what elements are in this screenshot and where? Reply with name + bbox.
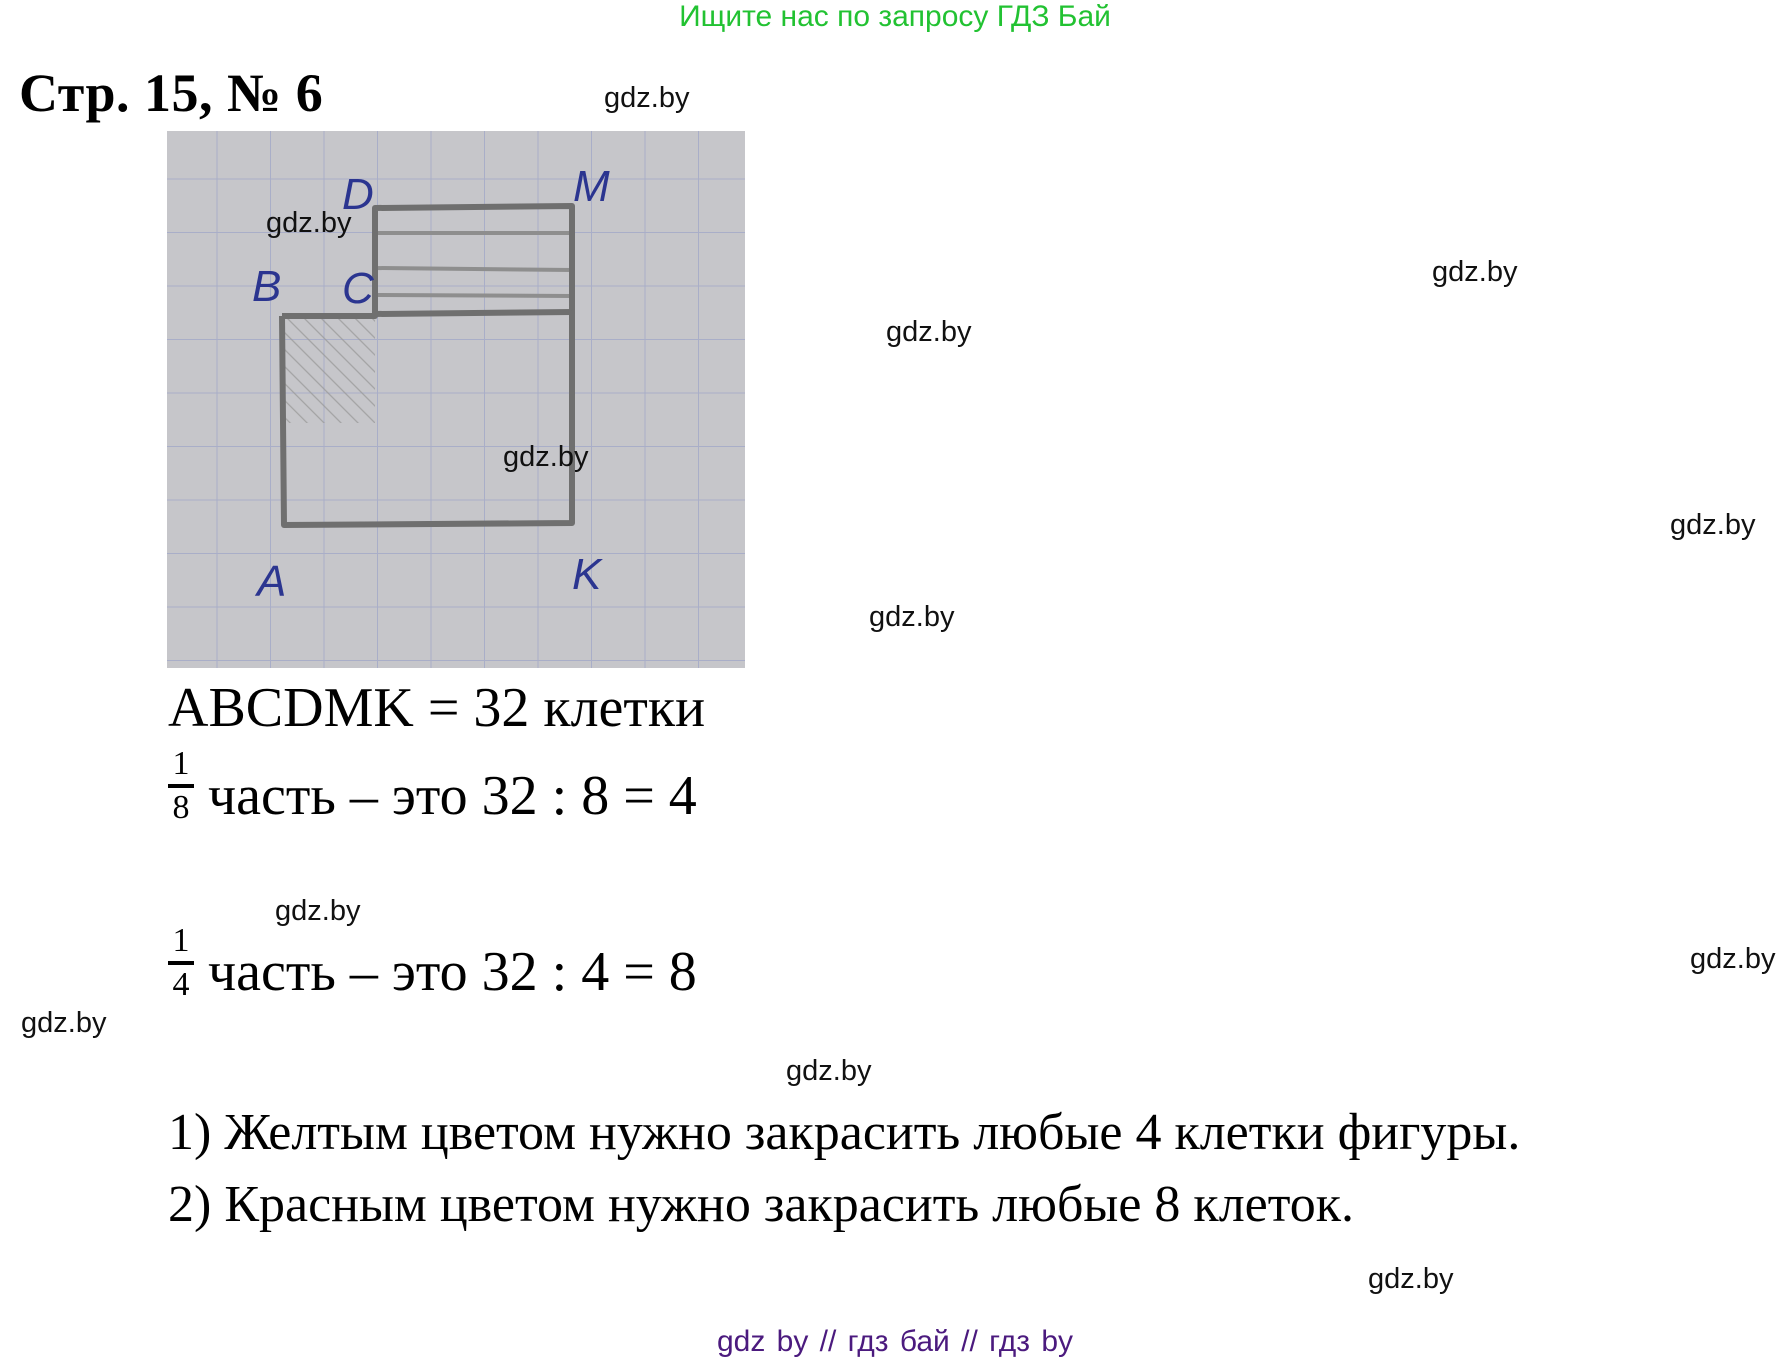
fraction-denominator: 4 bbox=[172, 966, 190, 1003]
step-1: 1) Желтым цветом нужно закрасить любые 4 клетки фигуры. bbox=[168, 1104, 1521, 1161]
vertex-label-c: C bbox=[342, 264, 374, 313]
fraction-denominator: 8 bbox=[172, 789, 190, 826]
watermark: gdz.by bbox=[869, 601, 955, 633]
squared-paper-figure bbox=[167, 131, 745, 668]
watermark: gdz.by bbox=[503, 441, 589, 473]
watermark: gdz.by bbox=[1690, 943, 1776, 975]
watermark: gdz.by bbox=[1368, 1263, 1454, 1295]
search-hint-banner: Ищите нас по запросу ГДЗ Бай bbox=[679, 0, 1111, 33]
fraction-numerator: 1 bbox=[172, 745, 190, 782]
watermark: gdz.by bbox=[886, 316, 972, 348]
fraction-bar bbox=[168, 961, 194, 965]
vertex-label-k: K bbox=[572, 550, 602, 599]
vertex-label-d: D bbox=[342, 170, 374, 219]
figure-photo bbox=[167, 131, 745, 668]
vertex-label-m: M bbox=[573, 162, 610, 211]
watermark: gdz.by bbox=[786, 1055, 872, 1087]
area-statement: ABCDMK = 32 клетки bbox=[168, 677, 706, 739]
fraction-one-eighth bbox=[166, 745, 196, 826]
vertex-label-b: B bbox=[252, 262, 282, 311]
eighth-part-equation: часть – это 32 : 8 = 4 bbox=[208, 765, 697, 827]
watermark: gdz.by bbox=[1670, 509, 1756, 541]
watermark: gdz.by bbox=[275, 895, 361, 927]
footer-brand-links: gdz by // гдз бай // гдз by bbox=[716, 1325, 1074, 1358]
page-title: Стр. 15, № 6 bbox=[19, 63, 324, 123]
step-2: 2) Красным цветом нужно закрасить любые 8 клеток. bbox=[168, 1176, 1355, 1233]
quarter-part-equation: часть – это 32 : 4 = 8 bbox=[208, 941, 697, 1003]
fraction-numerator: 1 bbox=[172, 922, 190, 959]
fraction-bar bbox=[168, 784, 194, 788]
vertex-label-a: A bbox=[257, 557, 287, 606]
watermark: gdz.by bbox=[21, 1007, 107, 1039]
watermark: gdz.by bbox=[266, 207, 352, 239]
watermark: gdz.by bbox=[604, 82, 690, 114]
fraction-one-quarter bbox=[166, 922, 196, 1003]
watermark: gdz.by bbox=[1432, 256, 1518, 288]
